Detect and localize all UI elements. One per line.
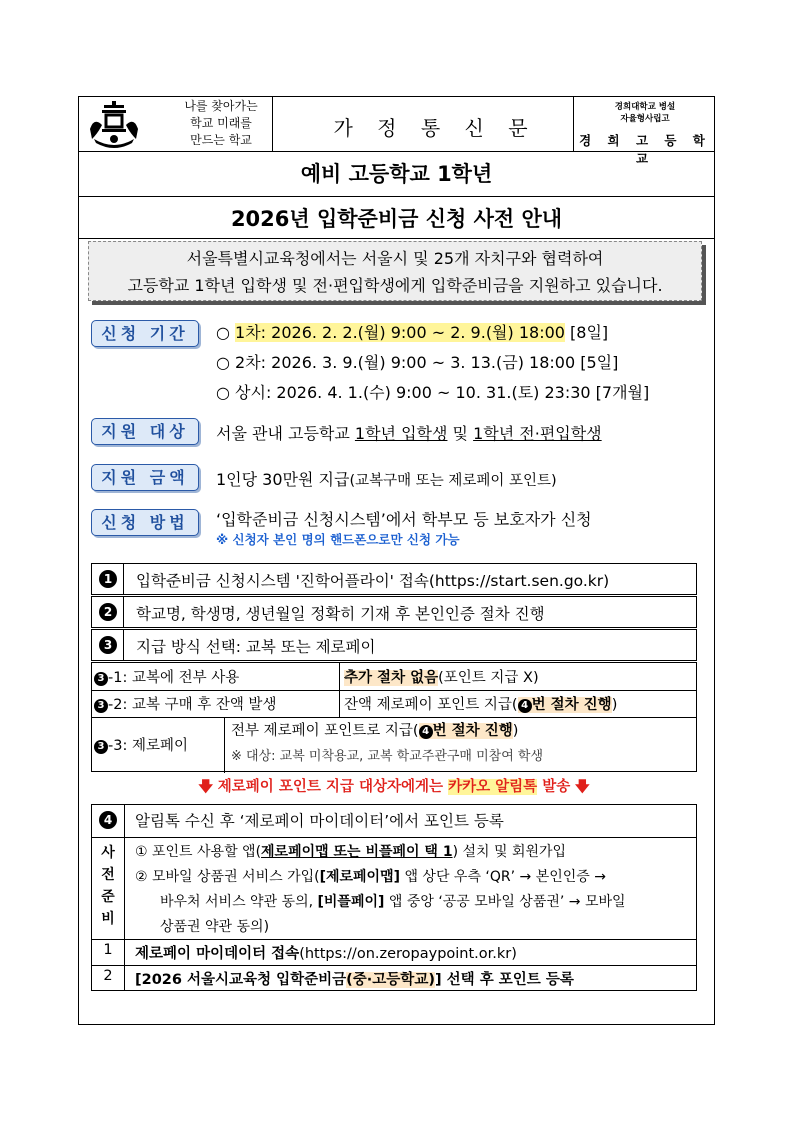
prep-item-2-cont: 상품권 약관 동의) — [160, 919, 270, 935]
period-item-3: ○ 상시: 2026. 4. 1.(수) 9:00 ~ 10. 31.(토) 23:30 [7개월] — [216, 383, 650, 402]
target-label: 지원 대상 — [91, 418, 199, 445]
affiliation-line: 자율형사립고 — [620, 114, 670, 124]
school-motto — [166, 98, 276, 149]
intro-box — [88, 241, 702, 301]
step-number-icon: 4 — [99, 811, 117, 829]
period-highlight: 1차: 2026. 2. 2.(월) 9:00 ~ 2. 9.(월) 18:00 — [235, 323, 565, 342]
prep-item-2-cont: 바우처 서비스 약관 동의, [비플페이] 앱 중앙 ‘공공 모바일 상품권’ → 모바일 — [160, 894, 626, 910]
option-3-result: 전부 제로페이 포인트로 지급( 4 번 절차 진행) — [231, 723, 519, 739]
kakao-notice: 🡇 제로페이 포인트 지급 대상자에게는 카카오 알림톡 발송 🡇 — [198, 779, 590, 795]
period-label: 신청 기간 — [91, 320, 199, 347]
step-4-row-2-num: 2 — [103, 968, 113, 984]
amount-label: 지원 금액 — [91, 464, 199, 491]
period-item-1: ○ 1차: 2026. 2. 2.(월) 9:00 ~ 2. 9.(월) 18:00 [8일] — [216, 323, 609, 342]
prep-item-1: ① 포인트 사용할 앱(제로페이맵 또는 비플페이 택 1) 설치 및 회원가입 — [135, 844, 567, 860]
step-number-icon: 4 — [419, 725, 433, 739]
step-row-3 — [91, 629, 697, 661]
step-row-1 — [91, 563, 697, 595]
step-number-icon: 3 — [94, 672, 108, 686]
step-number-icon: 3 — [99, 636, 117, 654]
step-4-row-2-text: [2026 서울시교육청 입학준비금(중·고등학교)] 선택 후 포인트 등록 — [135, 972, 574, 988]
step-number-icon: 2 — [99, 603, 117, 621]
amount-text: 1인당 30만원 지급(교복구매 또는 제로페이 포인트) — [216, 470, 557, 489]
method-note: ※ 신청자 본인 명의 핸드폰으로만 신청 가능 — [216, 532, 460, 547]
arrow-down-icon: 🡇 — [198, 779, 214, 795]
step-4-row-1-num: 1 — [103, 942, 113, 958]
period-item-2: ○ 2차: 2026. 3. 9.(월) 9:00 ~ 3. 13.(금) 18:00 [5일] — [216, 353, 619, 372]
school-name: 경 희 고 등 학 교 — [579, 133, 711, 166]
title-divider — [78, 238, 715, 239]
arrow-down-icon: 🡇 — [574, 779, 590, 795]
prep-label: 사 전 준 비 — [101, 845, 115, 927]
prep-item-2: ② 모바일 상품권 서비스 가입([제로페이맵] 앱 상단 우측 ‘QR’ → 본인인증 → — [135, 869, 606, 885]
target-text: 서울 관내 고등학교 1학년 입학생 및 1학년 전·편입학생 — [216, 424, 602, 443]
step-2-text: 학교명, 학생명, 생년월일 정확히 기재 후 본인인증 절차 진행 — [136, 605, 545, 623]
newsletter-title: 가 정 통 신 문 — [333, 116, 537, 140]
title-divider — [78, 196, 715, 197]
option-2-result: 잔액 제로페이 포인트 지급( 4 번 절차 진행) — [344, 697, 618, 713]
step-1-text: 입학준비금 신청시스템 '진학어플라이' 접속(https://start.sen.go.kr) — [136, 572, 610, 590]
step-number-icon: 1 — [99, 570, 117, 588]
option-3-note: ※ 대상: 교복 미착용교, 교복 학교주관구매 미참여 학생 — [231, 749, 544, 764]
option-1-result: 추가 절차 없음(포인트 지급 X) — [344, 670, 539, 686]
intro-line: 서울특별시교육청에서는 서울시 및 25개 자치구와 협력하여 — [186, 249, 604, 268]
step-row-2 — [91, 596, 697, 628]
step-number-icon: 3 — [94, 699, 108, 713]
motto-line: 만드는 학교 — [190, 133, 252, 147]
step-4-title: 알림톡 수신 후 ‘제로페이 마이데이터’에서 포인트 등록 — [135, 812, 504, 830]
step-number-icon: 3 — [94, 740, 108, 754]
page-title-line2: 2026년 입학준비금 신청 사전 안내 — [230, 207, 563, 231]
option-1-label: 3 -1: 교복에 전부 사용 — [94, 666, 239, 687]
option-2-label: 3 -2: 교복 구매 후 잔액 발생 — [94, 693, 276, 714]
step-4-row-1-text: 제로페이 마이데이터 접속(https://on.zeropaypoint.or.kr) — [135, 946, 517, 962]
option-3-label: 3 -3: 제로페이 — [94, 734, 188, 755]
intro-line: 고등학교 1학년 입학생 및 전·편입학생에게 입학준비금을 지원하고 있습니다. — [127, 276, 663, 295]
motto-line: 학교 미래를 — [190, 116, 252, 130]
affiliation-line: 경희대학교 병설 — [614, 102, 676, 112]
school-affiliation — [578, 101, 712, 125]
step-3-text: 지급 방식 선택: 교복 또는 제로페이 — [136, 638, 376, 656]
motto-line: 나를 찾아가는 — [184, 99, 258, 113]
method-text: ‘입학준비금 신청시스템’에서 학부모 등 보호자가 신청 — [216, 510, 592, 529]
method-label: 신청 방법 — [91, 509, 199, 536]
page-title-line1: 예비 고등학교 1학년 — [300, 162, 493, 186]
school-emblem-icon — [84, 99, 144, 149]
step-number-icon: 4 — [518, 699, 532, 713]
